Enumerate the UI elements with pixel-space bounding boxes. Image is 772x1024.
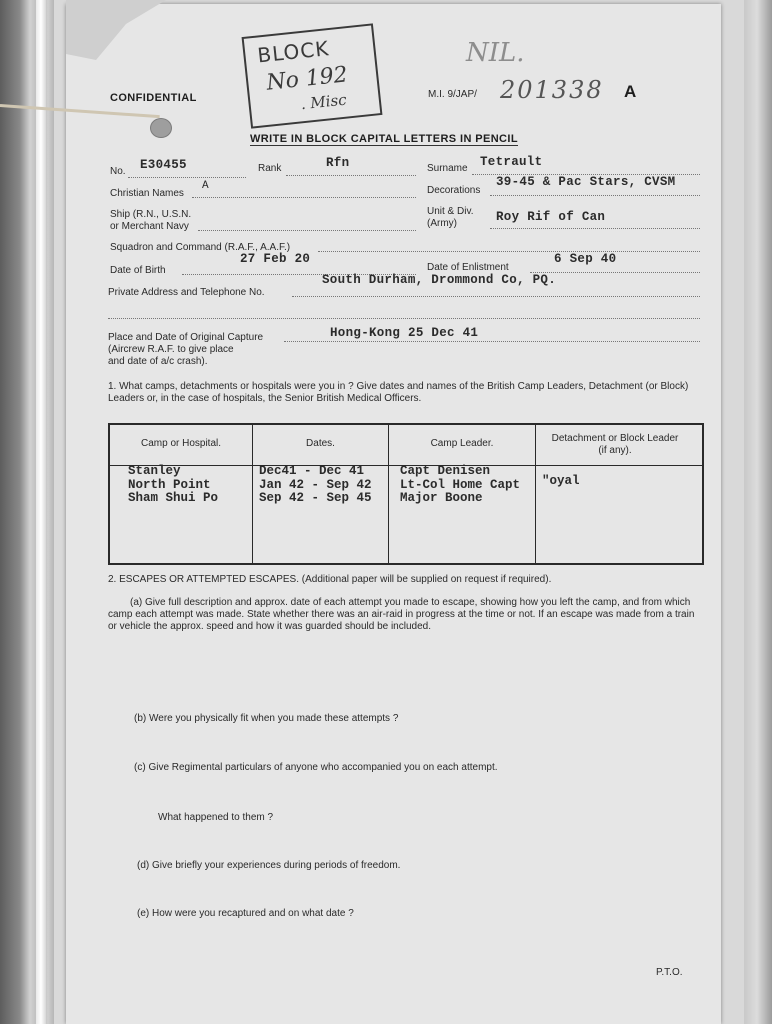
squadron-dotted-line: [318, 250, 700, 252]
folder-binding-strip: [36, 0, 46, 1024]
ship-dotted-line: [198, 229, 416, 231]
capture-label-2: (Aircrew R.A.F. to give place: [108, 344, 234, 355]
address-value: South Durham, Drommond Co, PQ.: [322, 273, 557, 287]
date-cell: Sep 42 - Sep 45: [259, 491, 372, 505]
enlistment-value: 6 Sep 40: [554, 252, 617, 266]
no-label: No.: [110, 166, 126, 177]
folder-binding-left: [0, 0, 60, 1024]
question-2b: (b) Were you physically fit when you made these attempts ?: [134, 713, 399, 724]
capture-value: Hong-Kong 25 Dec 41: [330, 326, 479, 340]
stamp-line-2: No 192: [265, 62, 349, 96]
rank-value: Rfn: [326, 156, 350, 170]
capture-label-1: Place and Date of Original Capture: [108, 332, 264, 343]
question-2e: (e) How were you recaptured and on what date ?: [137, 908, 354, 919]
christian-names-value: A: [202, 180, 209, 192]
capture-label-3: and date of a/c crash).: [108, 356, 208, 367]
no-dotted-line: [128, 176, 246, 178]
enlistment-label: Date of Enlistment: [427, 262, 509, 273]
ref-label: M.I. 9/JAP/: [428, 89, 477, 100]
pto-label: P.T.O.: [656, 967, 683, 978]
stamp-line-1: BLOCK: [256, 36, 331, 68]
leader-cell: Lt-Col Home Capt: [400, 477, 521, 492]
surname-value: Tetrault: [480, 155, 543, 169]
detachment-cell: "oyal: [542, 474, 580, 488]
dob-value: 27 Feb 20: [240, 252, 311, 266]
rank-label: Rank: [258, 163, 282, 174]
table-divider-3: [535, 425, 536, 563]
camp-table: [108, 423, 704, 565]
decorations-value: 39-45 & Pac Stars, CVSM: [496, 175, 676, 189]
question-1: 1. What camps, detachments or hospitals were you in ? Give dates and names of the British Camp Leaders, Detachment (or Block) Leaders or, in the case of hospitals, the Senior British Medical Officers.: [108, 381, 689, 404]
camp-cell: North Point: [128, 477, 211, 492]
date-cell: Jan 42 - Sep 42: [259, 477, 372, 492]
no-value: E30455: [140, 158, 187, 172]
header-detachment: Detachment or Block Leader (if any).: [551, 433, 679, 456]
punch-hole: [150, 118, 172, 138]
ship-label-1: Ship (R.N., U.S.N.: [110, 209, 192, 220]
unit-label-2: (Army): [427, 218, 457, 229]
decorations-dotted-line: [490, 194, 700, 196]
leaders-column: [400, 465, 520, 506]
capture-dotted-line: [284, 340, 700, 342]
address-dotted-line: [292, 295, 700, 297]
leader-cell: Major Boone: [400, 491, 483, 505]
camps-column: [128, 465, 218, 506]
christian-names-label: Christian Names: [110, 188, 184, 199]
stamp-line-3: . Misc: [299, 90, 348, 114]
header-camp: Camp or Hospital.: [140, 438, 222, 449]
unit-dotted-line: [490, 227, 700, 229]
torn-corner: [66, 0, 166, 60]
ship-label-2: or Merchant Navy: [110, 221, 189, 232]
rank-dotted-line: [286, 174, 416, 176]
dates-column: [259, 465, 372, 506]
leader-cell: Capt Denisen: [400, 464, 491, 478]
surname-label: Surname: [427, 163, 468, 174]
confidential-label: CONFIDENTIAL: [110, 92, 197, 104]
question-2c-followup: What happened to them ?: [158, 812, 274, 823]
pencil-instruction: WRITE IN BLOCK CAPITAL LETTERS IN PENCIL: [250, 133, 518, 145]
question-2c: (c) Give Regimental particulars of anyone who accompanied you on each attempt.: [134, 762, 498, 773]
section-2-title: 2. ESCAPES OR ATTEMPTED ESCAPES. (Additional paper will be supplied on request if required).: [108, 574, 552, 585]
question-2a: (a) Give full description and approx. date of each attempt you made to escape, showing how you left the camp, and from which camp each attempt was made. State whether there was an air-raid in progress at the time or not. If an escape was made from a train or vehicle the approx. speed and how it was guarded should be included.: [108, 597, 695, 632]
detachment-column: [542, 475, 580, 489]
date-cell: Dec41 - Dec 41: [259, 464, 365, 478]
address-label: Private Address and Telephone No.: [108, 287, 265, 298]
ref-number-handwritten: 201338: [500, 76, 604, 104]
christian-dotted-line: [192, 196, 416, 198]
nil-handwritten-note: NIL.: [466, 38, 525, 68]
camp-cell: Stanley: [128, 464, 181, 478]
camp-cell: Sham Shui Po: [128, 491, 219, 505]
header-camp-leader: Camp Leader.: [430, 438, 494, 449]
question-2d: (d) Give briefly your experiences during periods of freedom.: [137, 860, 401, 871]
block-stamp: [242, 23, 383, 128]
ref-suffix: A: [624, 82, 637, 101]
dob-label: Date of Birth: [110, 265, 166, 276]
unit-value: Roy Rif of Can: [496, 210, 606, 224]
unit-label-1: Unit & Div.: [427, 206, 474, 217]
address-second-line: [108, 317, 700, 319]
squadron-label: Squadron and Command (R.A.F., A.A.F.): [110, 242, 291, 253]
header-dates: Dates.: [306, 438, 335, 449]
decorations-label: Decorations: [427, 185, 481, 196]
